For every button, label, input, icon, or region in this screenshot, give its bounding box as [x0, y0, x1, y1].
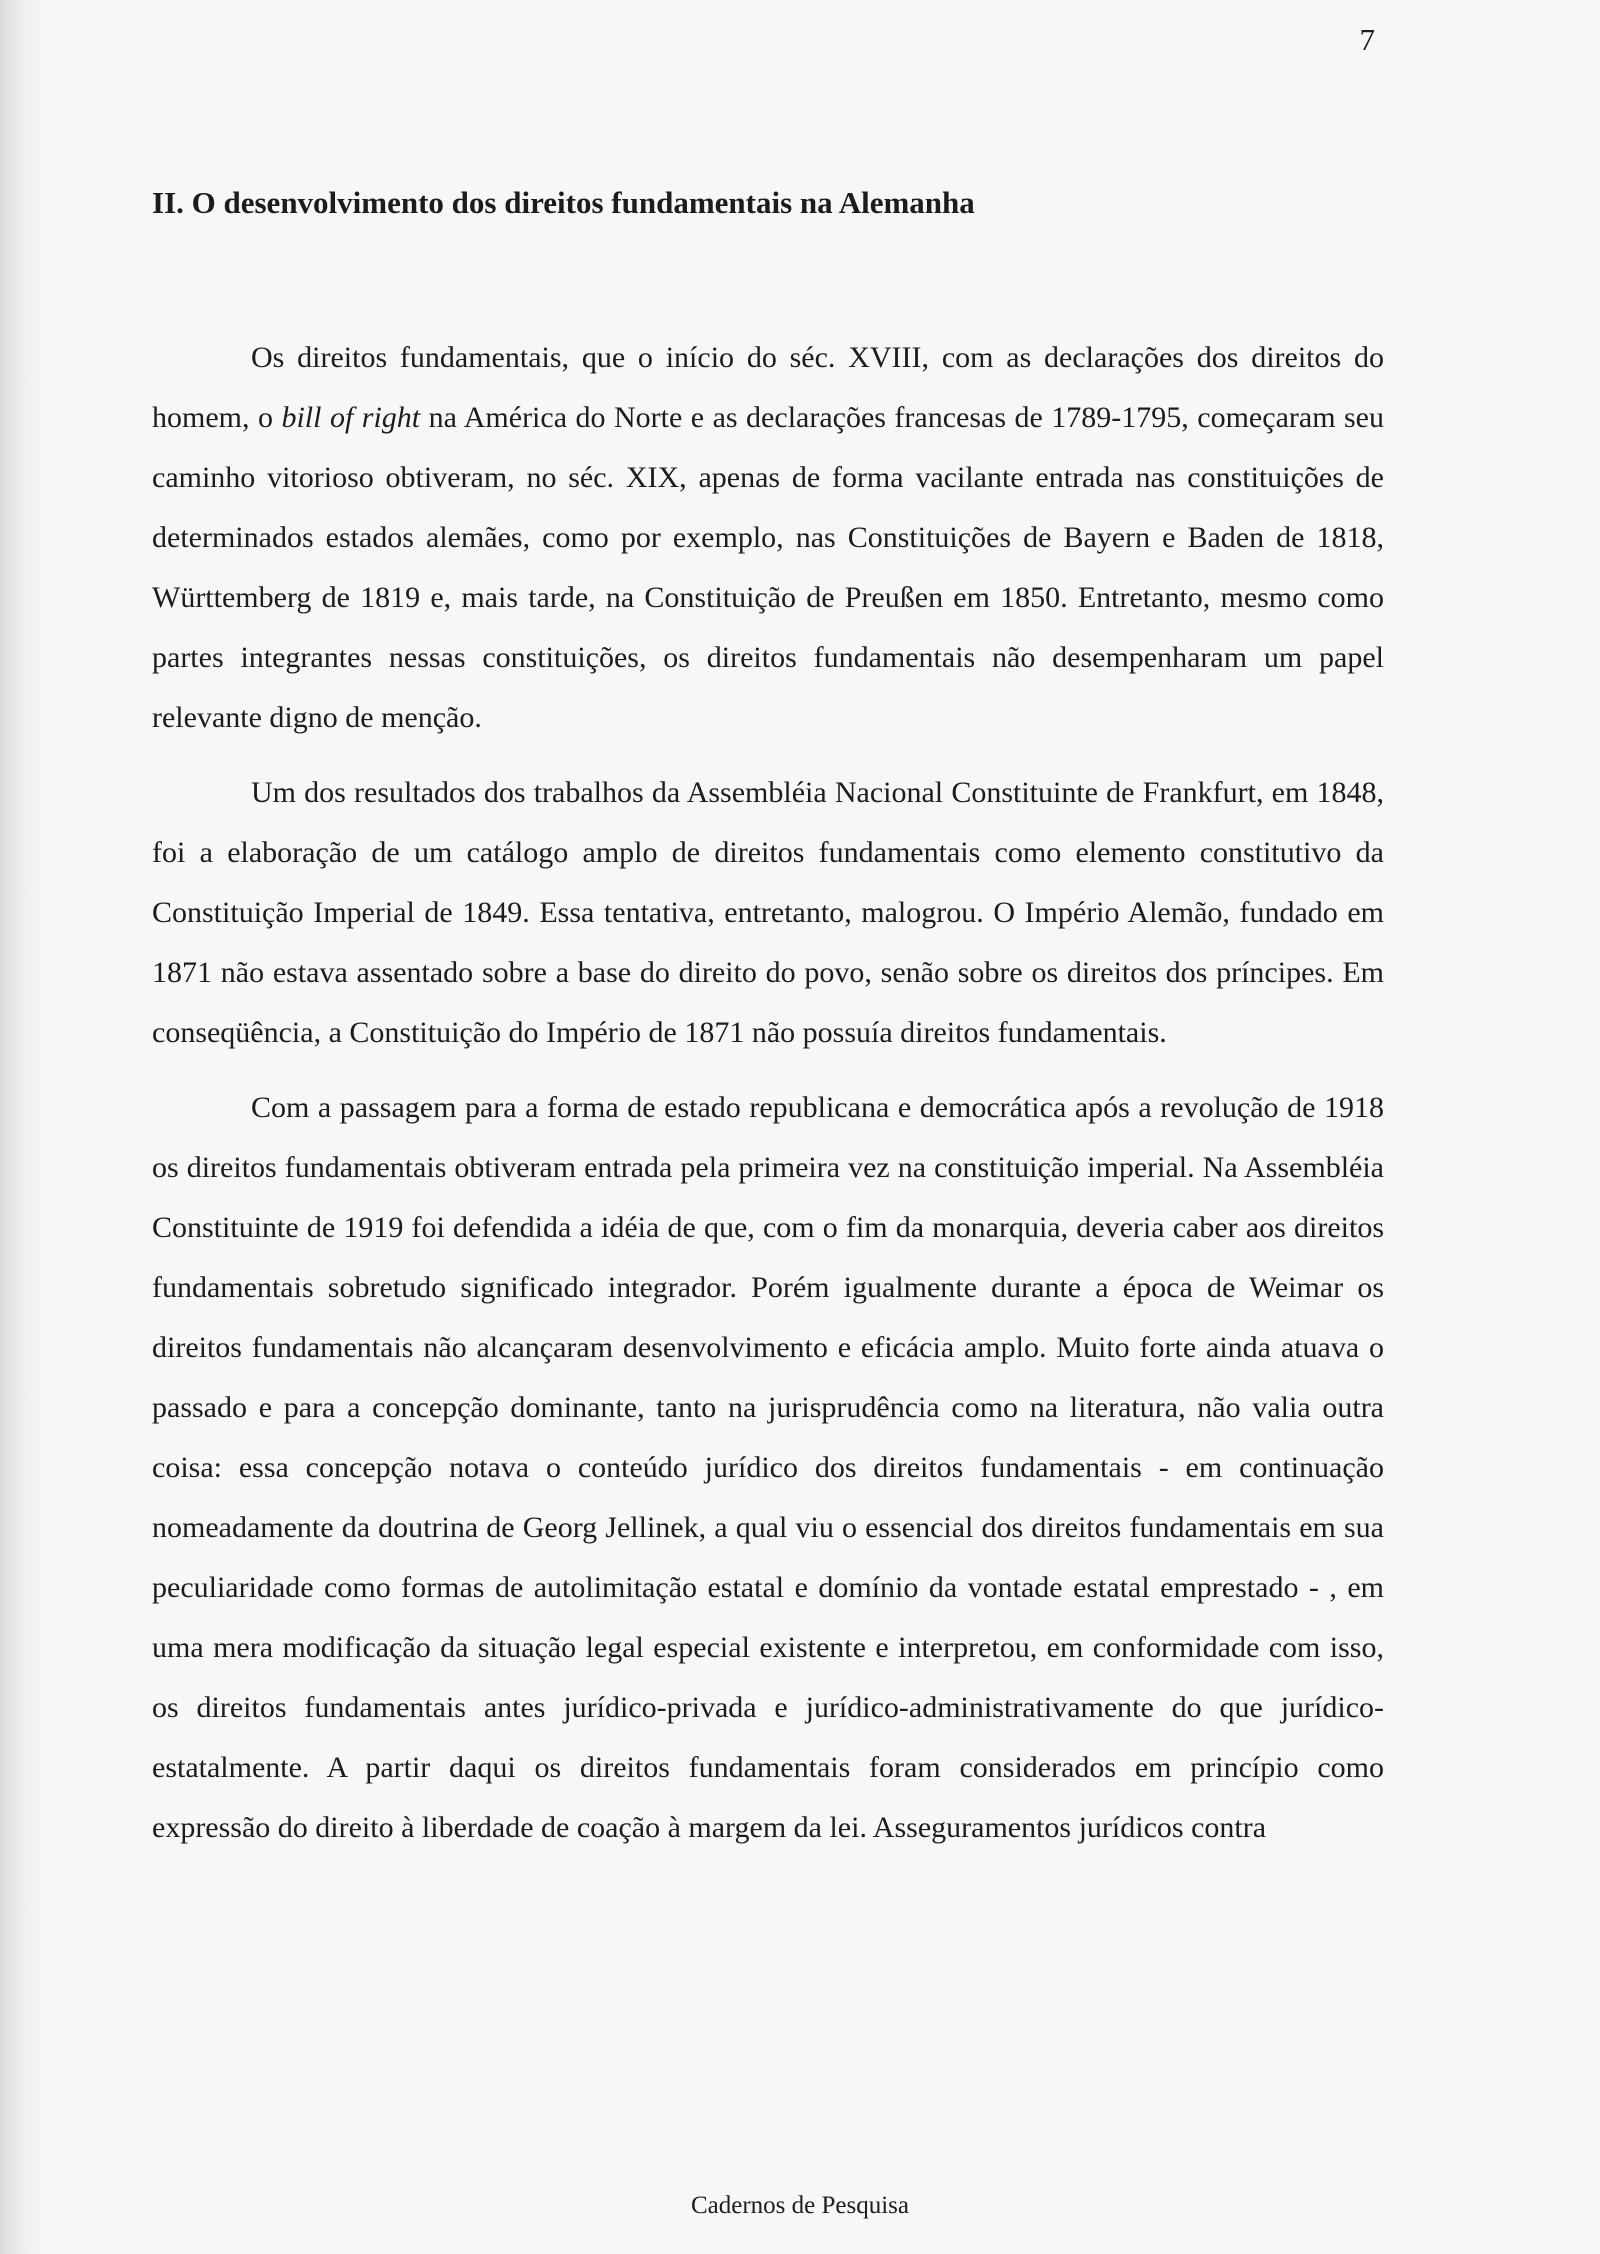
section-heading: II. O desenvolvimento dos direitos fundamentais na Alemanha [152, 185, 975, 220]
paragraph-1-part-b: na América do Norte e as declarações francesas de 1789-1795, começaram seu caminho vitorioso obtiveram, no séc. XIX, apenas de forma vacilante entrada nas constituições de determinados estados alemães, como por exemplo, nas Constituições de Bayern e Baden de 1818, Württemberg de 1819 e, mais tarde, na Constituição de Preußen em 1850. Entretanto, mesmo como partes integrantes nessas constituições, os direitos fundamentais não desempenharam um papel relevante digno de menção. [152, 401, 1384, 734]
paragraph-3: Com a passagem para a forma de estado republicana e democrática após a revolução de 1918 os direitos fundamentais obtiveram entrada pela primeira vez na constituição imperial. Na Assembléia Constituinte de 1919 foi defendida a idéia de que, com o fim da monarquia, deveria caber aos direitos fundamentais sobretudo significado integrador. Porém igualmente durante a época de Weimar os direitos fundamentais não alcançaram desenvolvimento e eficácia amplo. Muito forte ainda atuava o passado e para a concepção dominante, tanto na jurisprudência como na literatura, não valia outra coisa: essa concepção notava o conteúdo jurídico dos direitos fundamentais - em continuação nomeadamente da doutrina de Georg Jellinek, a qual viu o essencial dos direitos fundamentais em sua peculiaridade como formas de autolimitação estatal e domínio da vontade estatal emprestado - , em uma mera modificação da situação legal especial existente e interpretou, em conformidade com isso, os direitos fundamentais antes jurídico-privada e jurídico-administrativamente do que jurídico-estatalmente. A partir daqui os direitos fundamentais foram considerados em princípio como expressão do direito à liberdade de coação à margem da lei. Asseguramentos jurídicos contra [152, 1091, 1384, 1844]
body-text [152, 328, 1384, 1873]
paragraph-1-part-a: Os direitos fundamentais, que o início do séc. XVIII, com as declarações dos direitos do homem, o [152, 341, 1384, 434]
page-footer: Cadernos de Pesquisa [690, 2192, 910, 2219]
page-number: 7 [1359, 22, 1375, 57]
paragraph-2: Um dos resultados dos trabalhos da Assembléia Nacional Constituinte de Frankfurt, em 1848, foi a elaboração de um catálogo amplo de direitos fundamentais como elemento constitutivo da Constituição Imperial de 1849. Essa tentativa, entretanto, malogrou. O Império Alemão, fundado em 1871 não estava assentado sobre a base do direito do povo, senão sobre os direitos dos príncipes. Em conseqüência, a Constituição do Império de 1871 não possuía direitos fundamentais. [152, 776, 1384, 1049]
paragraph-1 [152, 328, 1384, 748]
page-edge-shadow [0, 0, 46, 2254]
paragraph-1-italic-term: bill of right [281, 401, 421, 434]
